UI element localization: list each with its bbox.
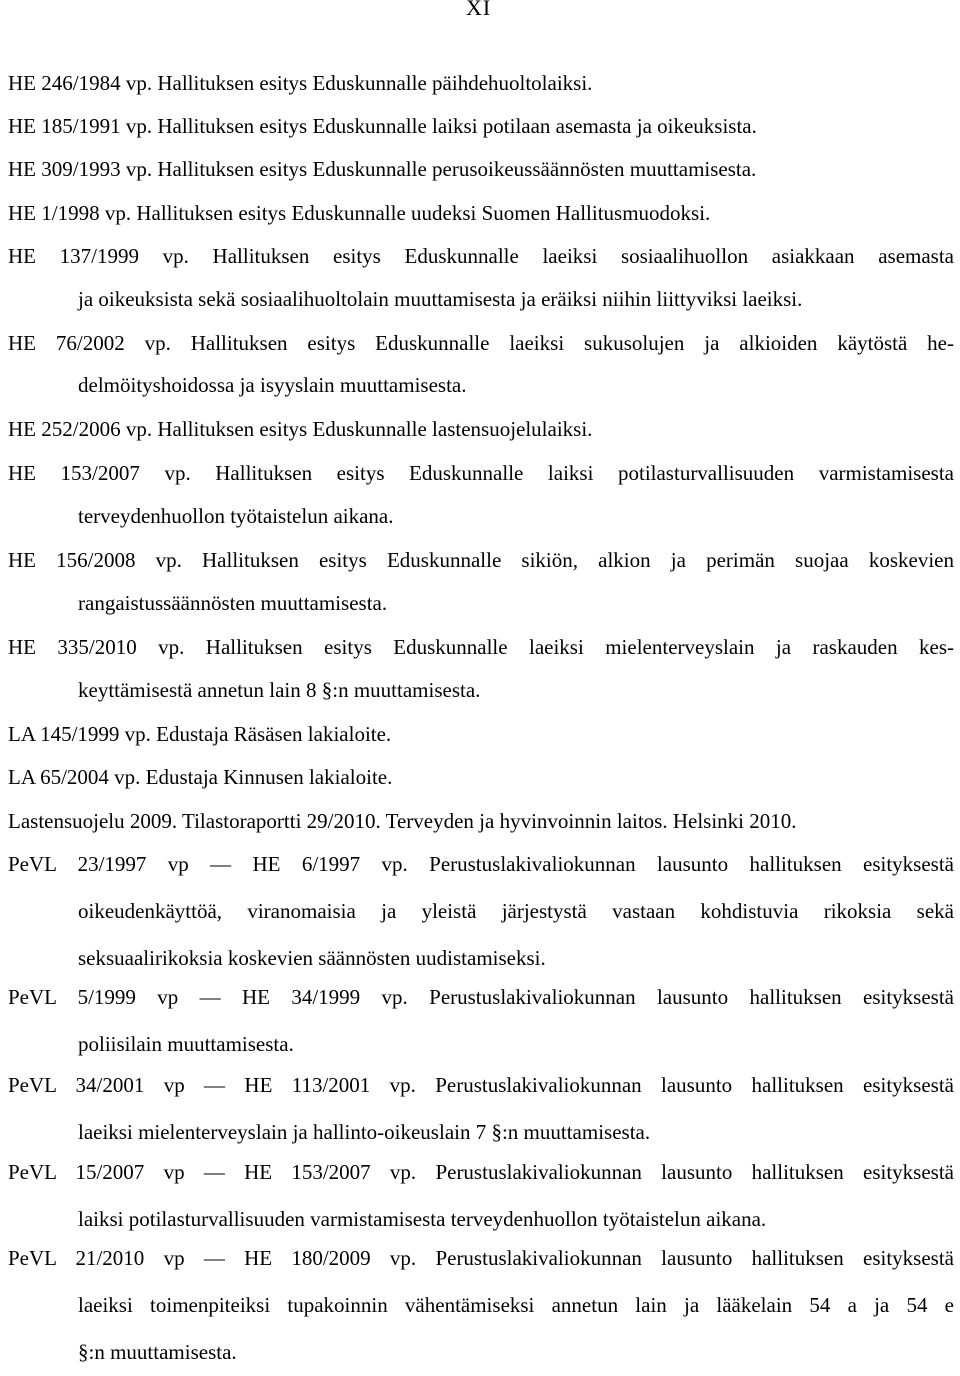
reference-line: HE 156/2008 vp. Hallituksen esitys Eduskunnalle sikiön, alkion ja perimän suojaa koskevien [8,548,954,572]
reference-line: HE 76/2002 vp. Hallituksen esitys Eduskunnalle laeiksi sukusolujen ja alkioiden käytöstä he- [8,331,954,355]
reference-item [8,62,960,104]
reference-line-continuation: oikeudenkäyttöä, viranomaisia ja yleistä järjestystä vastaan kohdistuvia rikoksia sekä [78,899,954,923]
reference-line: Lastensuojelu 2009. Tilastoraportti 29/2010. Terveyden ja hyvinvoinnin laitos. Helsinki 2010. [8,809,797,833]
reference-line: PeVL 21/2010 vp — HE 180/2009 vp. Perustuslakivaliokunnan lausunto hallituksen esityksestä [8,1246,954,1270]
reference-item [8,148,960,190]
reference-item [8,1235,960,1376]
reference-line: PeVL 5/1999 vp — HE 34/1999 vp. Perustuslakivaliokunnan lausunto hallituksen esityksestä [8,985,954,1009]
reference-line-continuation: laeiksi toimenpiteiksi tupakoinnin vähentämiseksi annetun lain ja lääkelain 54 a ja 54 e [78,1293,954,1317]
reference-line-continuation: seksuaalirikoksia koskevien säännösten uudistamiseksi. [78,946,546,970]
reference-line-continuation: laeiksi mielenterveyslain ja hallinto-oikeuslain 7 §:n muuttamisesta. [78,1120,651,1144]
reference-line-continuation: laiksi potilasturvallisuuden varmistamisesta terveydenhuollon työtaistelun aikana. [78,1207,767,1231]
reference-item [8,974,960,1068]
reference-line-continuation: rangaistussäännösten muuttamisesta. [78,591,388,615]
reference-line: PeVL 34/2001 vp — HE 113/2001 vp. Perustuslakivaliokunnan lausunto hallituksen esityksestä [8,1073,954,1097]
reference-line: LA 145/1999 vp. Edustaja Räsäsen lakialoite. [8,722,392,746]
reference-item [8,756,960,798]
reference-item [8,800,960,842]
reference-line-continuation: poliisilain muuttamisesta. [78,1032,294,1056]
page-number: XI [466,0,492,20]
reference-line-continuation: terveydenhuollon työtaistelun aikana. [78,504,394,528]
reference-item [8,626,960,711]
reference-line-continuation: ja oikeuksista sekä sosiaalihuoltolain muuttamisesta ja eräiksi niihin liittyviksi laeiksi. [78,287,803,311]
reference-line: HE 1/1998 vp. Hallituksen esitys Eduskunnalle uudeksi Suomen Hallitusmuodoksi. [8,201,711,225]
reference-line-continuation: §:n muuttamisesta. [78,1340,237,1364]
reference-item [8,1062,960,1156]
reference-item [8,408,960,450]
reference-line: HE 252/2006 vp. Hallituksen esitys Eduskunnalle lastensuojelulaiksi. [8,417,593,441]
reference-item [8,452,960,537]
reference-item [8,105,960,147]
reference-line: HE 309/1993 vp. Hallituksen esitys Eduskunnalle perusoikeussäännösten muuttamisesta. [8,157,757,181]
reference-line: LA 65/2004 vp. Edustaja Kinnusen lakialoite. [8,765,393,789]
reference-item [8,235,960,320]
reference-item [8,322,960,406]
reference-line: HE 335/2010 vp. Hallituksen esitys Eduskunnalle laeiksi mielenterveyslain ja raskauden kes- [8,635,954,659]
reference-item [8,713,960,755]
reference-line: PeVL 15/2007 vp — HE 153/2007 vp. Perustuslakivaliokunnan lausunto hallituksen esityksestä [8,1160,954,1184]
reference-item [8,539,960,624]
reference-line: PeVL 23/1997 vp — HE 6/1997 vp. Perustuslakivaliokunnan lausunto hallituksen esityksestä [8,852,954,876]
reference-line: HE 185/1991 vp. Hallituksen esitys Eduskunnalle laiksi potilaan asemasta ja oikeuksista. [8,114,757,138]
reference-item [8,192,960,234]
reference-item [8,1149,960,1243]
reference-item [8,841,960,982]
reference-line-continuation: delmöityshoidossa ja isyyslain muuttamisesta. [78,373,467,397]
reference-line: HE 246/1984 vp. Hallituksen esitys Eduskunnalle päihdehuoltolaiksi. [8,71,593,95]
reference-line: HE 153/2007 vp. Hallituksen esitys Eduskunnalle laiksi potilasturvallisuuden varmistamisesta [8,461,954,485]
reference-line-continuation: keyttämisestä annetun lain 8 §:n muuttamisesta. [78,678,481,702]
reference-line: HE 137/1999 vp. Hallituksen esitys Eduskunnalle laeiksi sosiaalihuollon asiakkaan asemasta [8,244,954,268]
